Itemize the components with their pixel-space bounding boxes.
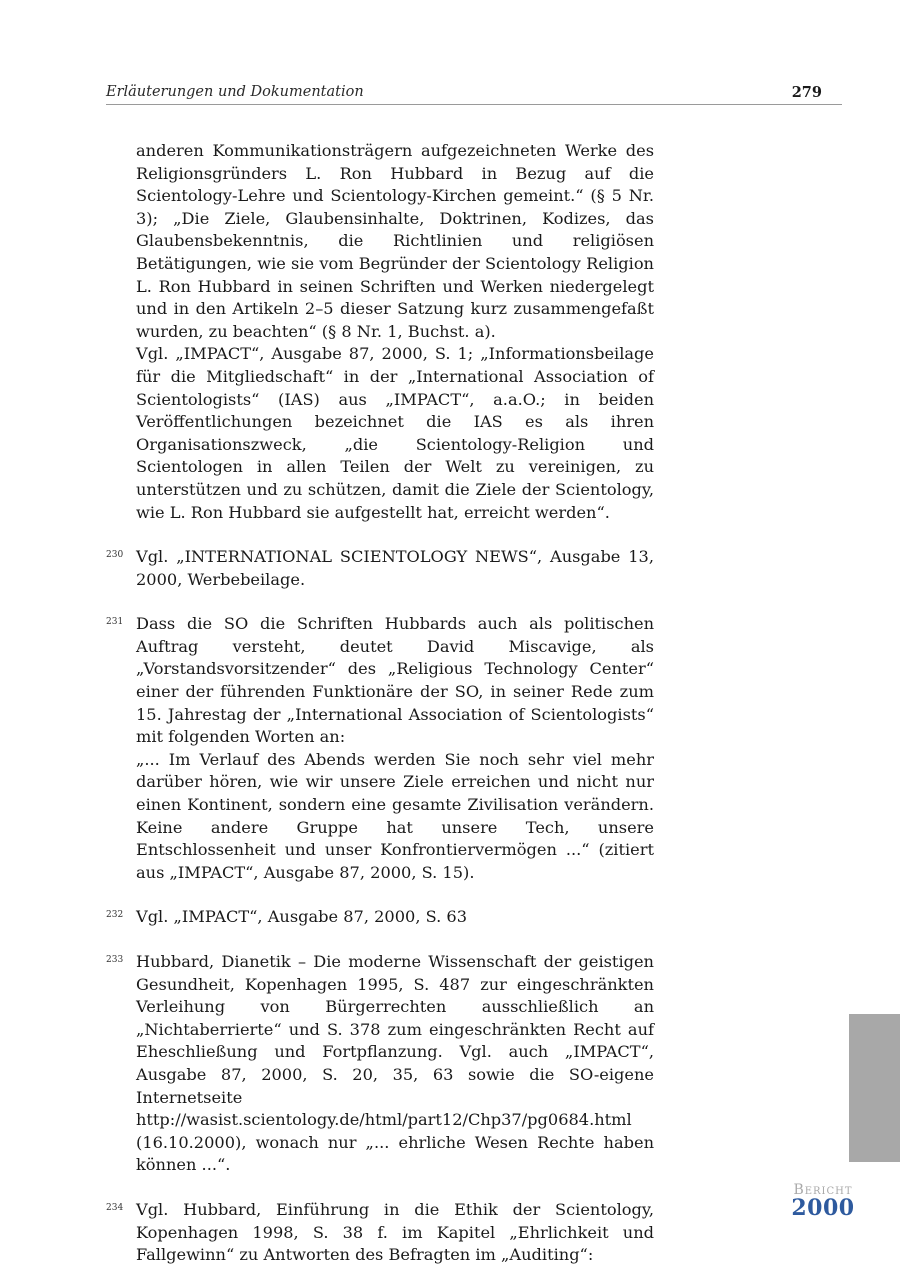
footnote-number: 234: [106, 1202, 124, 1213]
page-number: 279: [791, 84, 822, 101]
footnote-continuation: [106, 140, 654, 524]
header-title: Erläuterungen und Dokumentation: [106, 84, 364, 100]
footnote-230: [106, 546, 654, 591]
footnote-paragraph: anderen Kommunikationsträgern aufgezeichneten Werke des Religionsgründers L. Ron Hubbard in Bezug auf die Scientology-Lehre und Scientology-Kirchen gemeint.“ (§ 5 Nr. 3); „Die Ziele, Glaubensinhalte, Doktrinen, Kodizes, das Glaubensbekenntnis, die Richtlinien und religiösen Betätigungen, wie sie vom Begründer der Scientology Religion L. Ron Hubbard in seinen Schriften und Werken niedergelegt und in den Artikeln 2–5 dieser Satzung kurz zusammengefaßt wurden, zu beachten“ (§ 8 Nr. 1, Buchst. a).: [136, 141, 654, 341]
footnote-paragraph: Vgl. Hubbard, Einführung in die Ethik der Scientology, Kopenhagen 1998, S. 38 f. im Kapitel „Ehrlichkeit und Fallgewinn“ zu Antworten des Befragten im „Auditing“:: [136, 1199, 654, 1265]
logo-word: Bericht: [793, 1182, 853, 1198]
footnote-paragraph: Hubbard, Dianetik – Die moderne Wissenschaft der geistigen Gesundheit, Kopenhagen 1995, S. 487 zur eingeschränkten Verleihung von Bürgerrechten ausschließlich an „Nichtaberrierte“ und S. 378 zum eingeschränkten Recht auf Eheschließung und Fortpflanzung. Vgl. auch „IMPACT“, Ausgabe 87, 2000, S. 20, 35, 63 sowie die SO-eigene Internetseite http://wasist.scientology.de/html/part12/Chp37/pg0684.html (16.10.2000), wonach nur „... ehrliche Wesen Rechte haben können ...“.: [136, 952, 654, 1175]
running-header: [106, 84, 842, 105]
footnote-number: 231: [106, 617, 124, 628]
bericht-2000-logo: [788, 1182, 858, 1221]
footnote-quote: „... Im Verlauf des Abends werden Sie noch sehr viel mehr darüber hören, wie wir unsere Ziele erreichen und nicht nur einen Kontinent, sondern eine gesamte Zivilisation verändern. Keine andere Gruppe hat unsere Tech, unsere Entschlossenheit und unser Konfrontiervermögen ...“ (zitiert aus „IMPACT“, Ausgabe 87, 2000, S. 15).: [136, 749, 654, 882]
footnote-paragraph: Vgl. „IMPACT“, Ausgabe 87, 2000, S. 1; „Informationsbeilage für die Mitgliedschaft“ in der „International Association of Scientologists“ (IAS) aus „IMPACT“, a.a.O.; in beiden Veröffentlichungen bezeichnet die IAS es als ihren Organisationszweck, „die Scientology-Religion und Scientologen in allen Teilen der Welt zu vereinigen, zu unterstützen und zu schützen, damit die Ziele der Scientology, wie L. Ron Hubbard sie aufgestellt hat, erreicht werden“.: [136, 344, 654, 522]
footnote-content: [106, 140, 654, 1267]
footnote-paragraph: Vgl. „IMPACT“, Ausgabe 87, 2000, S. 63: [136, 907, 468, 927]
footnote-234: [106, 1199, 654, 1267]
section-thumb-tab: [849, 1014, 900, 1162]
logo-year: 2000: [791, 1195, 855, 1221]
footnote-233: [106, 951, 654, 1177]
footnote-231: [106, 613, 654, 884]
footnote-number: 232: [106, 910, 124, 921]
footnote-number: 230: [106, 550, 124, 561]
footnote-paragraph: Vgl. „INTERNATIONAL SCIENTOLOGY NEWS“, Ausgabe 13, 2000, Werbebeilage.: [136, 547, 654, 589]
footnote-paragraph: Dass die SO die Schriften Hubbards auch als politischen Auftrag versteht, deutet David Miscavige, als „Vorstandsvorsitzender“ des „Religious Technology Center“ einer der führenden Funktionäre der SO, in seiner Rede zum 15. Jahrestag der „International Association of Scientologists“ mit folgenden Worten an:: [136, 614, 654, 747]
footnote-232: [106, 906, 654, 929]
footnote-number: 233: [106, 955, 124, 965]
